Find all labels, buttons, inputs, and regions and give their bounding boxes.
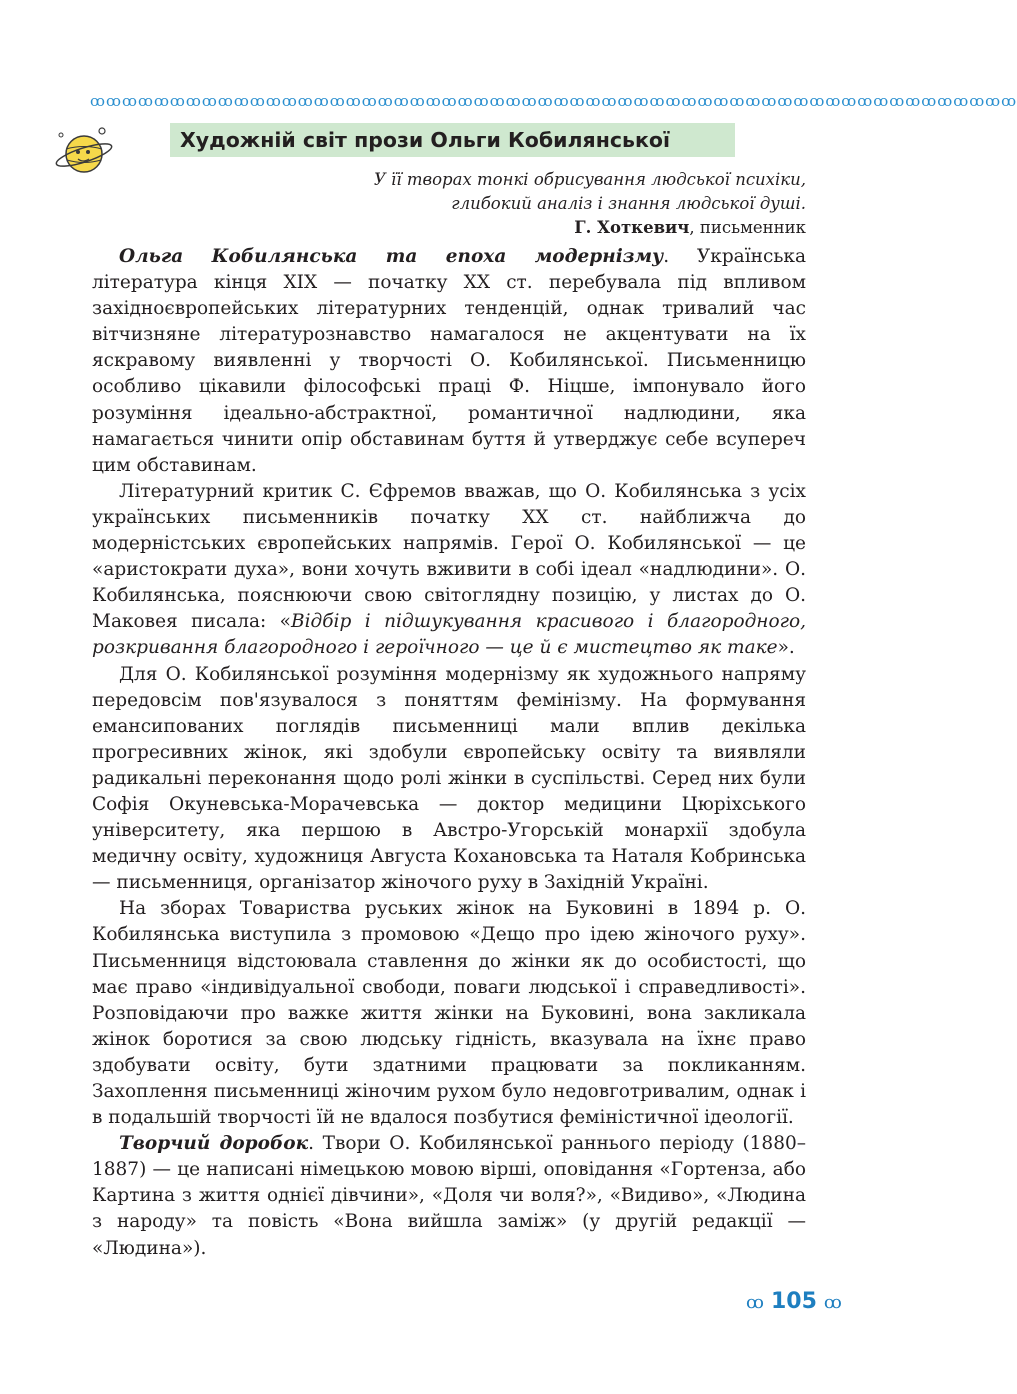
epigraph-line-2: глибокий аналіз і знання людської душі. xyxy=(451,194,806,213)
page-number xyxy=(746,1287,842,1317)
paragraph-feminism xyxy=(92,662,806,897)
epigraph-line-1: У її творах тонкі обрисування людської психіки, xyxy=(373,170,806,189)
epigraph-author: Г. Хоткевич xyxy=(574,218,690,237)
paragraph-body: Літературний критик С. Єфремов вважав, що О. Кобилянська з усіх українських письменників початку XX ст. найближча до модерністських європейських напрямів. Герої О. Кобилянської — це «аристократи духа», вони хочуть вживити в собі ідеал «надлюдини». О. Кобилянська, пояснюючи свою світоглядну позицію, у листах до О. Маковея писала: « xyxy=(92,480,806,633)
paragraph-lead: Творчий доробок xyxy=(119,1133,309,1155)
paragraph-body: . Твори О. Кобилянської раннього періоду (1880–1887) — це написані німецькою мовою вірші, оповідання «Гортенза, або Картина з життя однієї дівчини», «Доля чи воля?», «Видиво», «Людина з народу» та повість «Вона вийшла заміж» (у другій редакції — «Людина»). xyxy=(92,1133,806,1259)
section-title: Художній світ прози Ольги Кобилянської xyxy=(170,123,735,157)
paragraph-lead: Ольга Кобилянська та епоха модернізму xyxy=(119,246,664,267)
page-deco-left: ꝏ xyxy=(746,1292,764,1313)
paragraph-bukovina xyxy=(92,896,806,1131)
paragraph-body: На зборах Товариства руських жінок на Буковині в 1894 р. О. Кобилянська виступила з промовою «Дещо про ідею жіночого руху». Письменниця відстоювала ставлення до жінки як до особистості, що має право «індивідуальної свободи, поваги людської і справедливості». Розповідаючи про важке життя жінки на Буковині, вона закликала жінок боротися за свою людську гідність, вказувала на їхнє право здобувати освіту, бути здатними працювати за покликанням. Захоплення письменниці жіночим рухом було недовготривалим, однак і в подальшій творчості їй не вдалося позбутися феміністичної ідеології. xyxy=(92,898,806,1129)
planet-icon xyxy=(52,122,116,182)
paragraph-body: Для О. Кобилянської розуміння модернізму як художнього напряму передовсім пов'язувалося з поняттям фемінізму. На формування емансипованих поглядів письменниці мали вплив декілька прогресивних жінок, які здобули європейську освіту та виявляли радикальні переконання щодо ролі жінки в суспільстві. Серед них були Софія Окуневська-Морачевська — доктор медицини Цюріхського університету, яка першою в Австро-Угорській монархії здобула медичну освіту, художниця Августа Кохановська та Наталя Кобринська — письменниця, організатор жіночого руху в Західній Україні. xyxy=(92,663,806,894)
paragraph-body: . Українська література кінця XIX — початку XX ст. перебувала під впливом західноєвропейських літературних тенденцій, однак тривалий час вітчизняне літературознавство намагалося не акцентувати на їх яскравому виявленні у творчості О. Кобилянської. Письменницю особливо цікавили філософські праці Ф. Ніцше, імпонувало його розуміння ідеально-абстрактної, романтичної надлюдини, яка намагається чинити опір обставинам буття й утверджує себе всупереч цим обставинам. xyxy=(92,246,806,476)
paragraph-yefremov xyxy=(92,479,806,662)
paragraph-modernism xyxy=(92,244,806,479)
paragraph-creative-work xyxy=(92,1131,806,1261)
epigraph-signature xyxy=(574,218,806,237)
epigraph xyxy=(246,168,806,240)
main-text xyxy=(92,244,806,1262)
paragraph-quote-end: ». xyxy=(777,637,795,659)
ornament-border: ꝏꝏꝏꝏꝏꝏꝏꝏꝏꝏꝏꝏꝏꝏꝏꝏꝏꝏꝏꝏꝏꝏꝏꝏꝏꝏꝏꝏꝏꝏꝏꝏꝏꝏꝏꝏꝏꝏꝏꝏꝏꝏꝏꝏꝏꝏꝏꝏꝏꝏꝏꝏꝏꝏꝏꝏꝏꝏ xyxy=(90,92,1017,110)
page-number-value: 105 xyxy=(770,1289,817,1314)
page-deco-right: ꝏ xyxy=(823,1292,842,1313)
paragraph-quote: Відбір і підшукування красивого і благородного, розкривання благородного і героїчного — це й є мистецтво як таке xyxy=(92,611,807,659)
epigraph-author-role: , письменник xyxy=(689,218,806,237)
